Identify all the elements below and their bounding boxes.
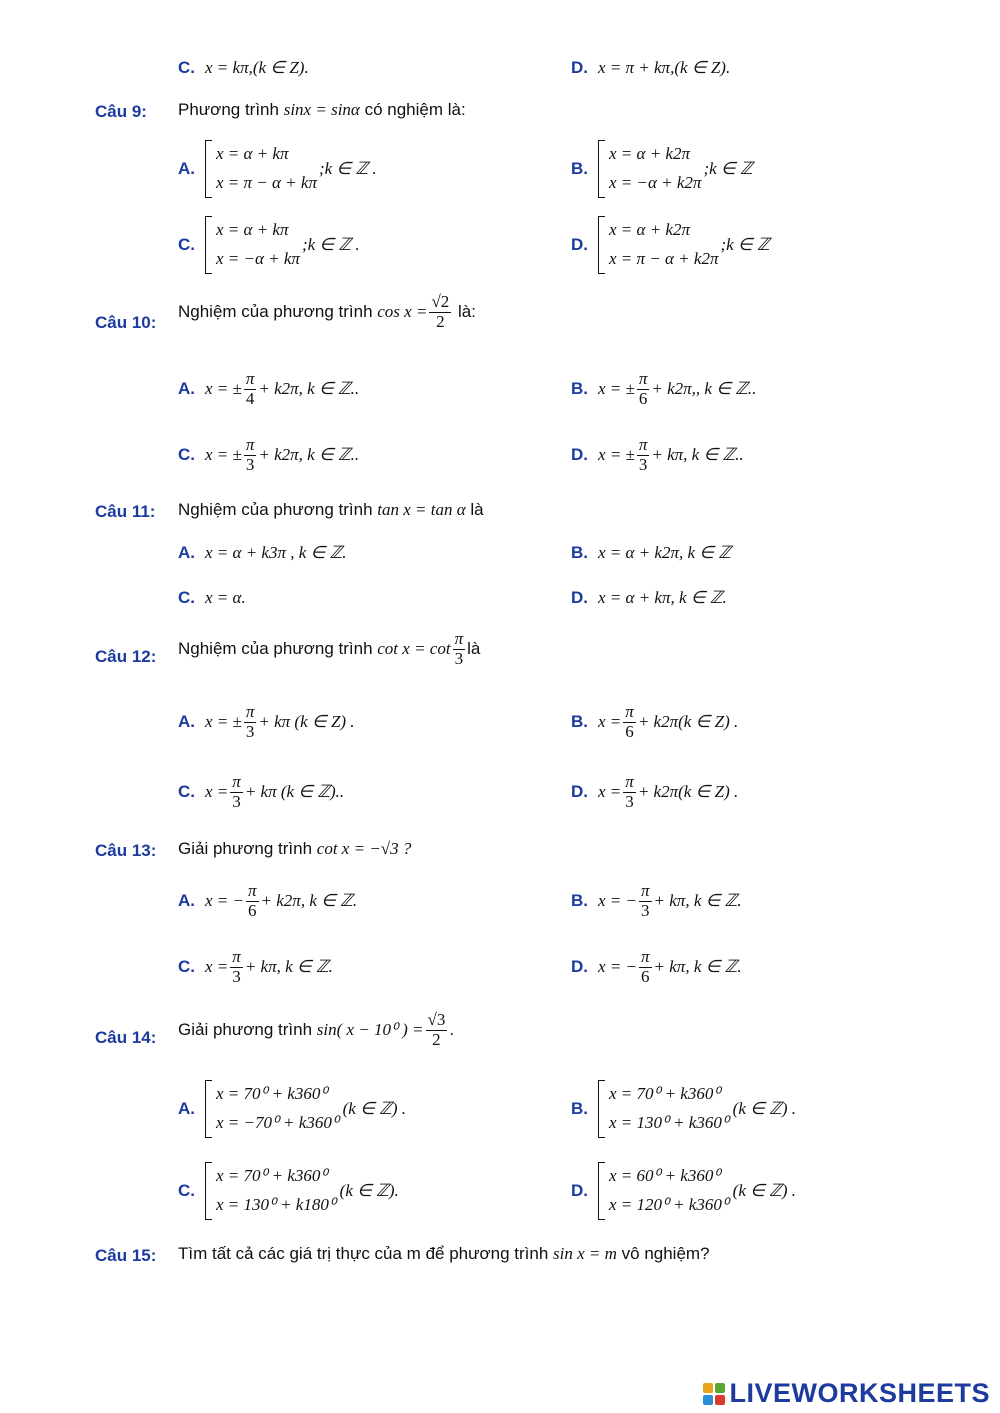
line-1: x = 70⁰ + k360⁰ <box>216 1084 328 1103</box>
bracket <box>205 140 212 198</box>
fraction <box>637 436 650 474</box>
numerator: π <box>454 629 464 648</box>
option-letter: B. <box>571 543 588 562</box>
fraction <box>637 370 650 408</box>
numerator: π <box>625 702 634 721</box>
stem-text: Tìm tất cả các giá trị thực của m để phương trình <box>178 1244 549 1263</box>
q9-option-d[interactable] <box>571 216 770 274</box>
numerator: π <box>232 772 241 791</box>
numerator: π <box>245 702 255 721</box>
option-letter: C. <box>178 1180 195 1200</box>
bracket <box>205 216 212 274</box>
stem-math: cot x = cot <box>377 639 451 659</box>
logo-text: LIVEWORKSHEETS <box>729 1378 990 1408</box>
bracket-system <box>598 216 718 274</box>
line-1: x = α + kπ <box>216 220 289 239</box>
denominator: 3 <box>641 900 650 920</box>
condition: (k ∈ ℤ) . <box>732 1098 797 1118</box>
option-pre: x = − <box>598 957 637 977</box>
bracket-system <box>598 1162 729 1220</box>
option-pre: x = ± <box>205 379 242 399</box>
option-post: + kπ, k ∈ ℤ.. <box>651 445 744 465</box>
stem-math: sin( x − 10⁰ ) = <box>316 1020 424 1040</box>
option-pre: x = <box>205 782 229 802</box>
option-post: + kπ, k ∈ ℤ. <box>244 957 333 977</box>
option-post: + k2π(k ∈ Z) . <box>637 712 739 732</box>
q14-option-b[interactable] <box>571 1080 796 1138</box>
q12-label: Câu 12: <box>95 647 157 666</box>
fraction <box>429 293 451 331</box>
q12-option-a[interactable] <box>178 703 355 741</box>
q8-option-d[interactable] <box>571 58 730 78</box>
line-2: x = −α + kπ <box>216 248 300 268</box>
denominator: 4 <box>245 388 255 408</box>
option-pre: x = <box>598 782 622 802</box>
q14-option-d[interactable] <box>571 1162 796 1220</box>
q13-option-a[interactable] <box>178 882 357 920</box>
option-letter: D. <box>571 782 588 802</box>
line-2: x = −70⁰ + k360⁰ <box>216 1112 339 1132</box>
q10-stem <box>178 293 476 331</box>
fraction <box>244 370 257 408</box>
q11-stem <box>178 500 484 520</box>
denominator: 6 <box>638 388 648 408</box>
option-letter: B. <box>571 712 588 732</box>
line-2: x = −α + k2π <box>609 172 702 192</box>
denominator: 3 <box>625 791 634 811</box>
denominator: 6 <box>248 900 257 920</box>
fraction <box>639 948 652 986</box>
numerator: π <box>245 435 255 454</box>
option-letter: D. <box>571 588 588 607</box>
fraction <box>230 948 243 986</box>
q11-option-b[interactable] <box>571 543 731 563</box>
bracket-system <box>598 140 701 198</box>
q10-option-a[interactable] <box>178 370 359 408</box>
option-pre: x = ± <box>205 445 242 465</box>
option-letter: C. <box>178 957 195 977</box>
bracket <box>598 1080 605 1138</box>
condition: ;k ∈ ℤ . <box>318 158 377 178</box>
q12-option-b[interactable] <box>571 703 738 741</box>
numerator: π <box>248 881 257 900</box>
denominator: 3 <box>454 648 464 668</box>
stem-text: Giải phương trình <box>178 839 313 858</box>
line-1: x = α + k2π <box>609 144 690 163</box>
q14-label: Câu 14: <box>95 1028 157 1047</box>
q9-option-a[interactable] <box>178 140 377 198</box>
fraction <box>453 630 466 668</box>
line-1: x = 70⁰ + k360⁰ <box>216 1166 328 1185</box>
fraction <box>623 773 636 811</box>
option-post: + kπ, k ∈ ℤ. <box>653 891 742 911</box>
fraction <box>246 882 259 920</box>
option-pre: x = − <box>598 891 637 911</box>
numerator: √3 <box>427 1010 446 1029</box>
option-post: + k2π(k ∈ Z) . <box>637 782 739 802</box>
line-2: x = π − α + kπ <box>216 172 317 192</box>
condition: ;k ∈ ℤ <box>720 234 770 254</box>
option-letter: C. <box>178 234 195 254</box>
q12-option-d[interactable] <box>571 773 738 811</box>
q13-option-b[interactable] <box>571 882 742 920</box>
q10-label: Câu 10: <box>95 313 157 332</box>
stem-tail: là <box>467 639 481 659</box>
q10-option-c[interactable] <box>178 436 359 474</box>
stem-math: cos x = <box>377 302 428 322</box>
fraction <box>623 703 636 741</box>
bracket <box>598 216 605 274</box>
option-letter: A. <box>178 379 195 399</box>
q12-stem <box>178 630 480 668</box>
numerator: π <box>638 435 648 454</box>
option-letter: D. <box>571 234 588 254</box>
denominator: 2 <box>436 311 445 331</box>
option-letter: D. <box>571 445 588 465</box>
bracket-system <box>205 1162 336 1220</box>
stem-text: Giải phương trình <box>178 1020 313 1040</box>
stem-text: Nghiệm của phương trình <box>178 500 373 519</box>
stem-tail: có nghiệm là: <box>364 100 466 119</box>
condition: (k ∈ ℤ). <box>339 1180 399 1200</box>
q11-label: Câu 11: <box>95 502 156 521</box>
q11-option-a[interactable] <box>178 543 347 563</box>
bracket <box>598 1162 605 1220</box>
line-2: x = 130⁰ + k360⁰ <box>609 1112 729 1132</box>
option-letter: C. <box>178 782 195 802</box>
q13-option-c[interactable] <box>178 948 333 986</box>
numerator: π <box>625 772 634 791</box>
denominator: 2 <box>432 1029 441 1049</box>
option-letter: C. <box>178 588 195 607</box>
option-text: x = α + k3π , k ∈ ℤ. <box>205 543 347 562</box>
numerator: π <box>641 947 650 966</box>
option-post: + kπ (k ∈ Z) . <box>258 712 355 732</box>
line-2: x = 120⁰ + k360⁰ <box>609 1194 729 1214</box>
option-pre: x = ± <box>598 379 635 399</box>
q15-label: Câu 15: <box>95 1246 157 1265</box>
condition: (k ∈ ℤ) . <box>342 1098 406 1118</box>
option-pre: x = ± <box>205 712 242 732</box>
denominator: 3 <box>245 454 255 474</box>
option-pre: x = <box>598 712 622 732</box>
bracket <box>205 1162 212 1220</box>
option-post: + k2π, k ∈ ℤ.. <box>258 379 360 399</box>
option-post: + k2π, k ∈ ℤ.. <box>258 445 360 465</box>
stem-math: tan x = tan α <box>377 500 466 519</box>
option-post: + k2π,, k ∈ ℤ.. <box>651 379 757 399</box>
option-letter: C. <box>178 58 195 77</box>
stem-tail: . <box>449 1020 455 1040</box>
condition: ;k ∈ ℤ . <box>301 234 360 254</box>
line-1: x = α + k2π <box>609 220 690 239</box>
fraction <box>244 436 257 474</box>
option-letter: C. <box>178 445 195 465</box>
option-letter: D. <box>571 957 588 977</box>
bracket-system <box>205 140 317 198</box>
stem-tail: là: <box>458 302 476 322</box>
numerator: π <box>641 881 650 900</box>
stem-tail: vô nghiệm? <box>621 1244 710 1263</box>
logo-icon <box>703 1383 725 1405</box>
fraction <box>244 703 257 741</box>
option-post: + kπ, k ∈ ℤ. <box>653 957 742 977</box>
option-letter: A. <box>178 158 195 178</box>
numerator: π <box>232 947 241 966</box>
q11-option-c[interactable] <box>178 588 246 608</box>
option-post: + kπ (k ∈ ℤ).. <box>244 782 345 802</box>
numerator: √2 <box>431 292 450 311</box>
numerator: π <box>638 369 648 388</box>
q12-option-c[interactable] <box>178 773 344 811</box>
option-letter: B. <box>571 158 588 178</box>
option-post: + k2π, k ∈ ℤ. <box>260 891 358 911</box>
option-letter: B. <box>571 1098 588 1118</box>
option-letter: D. <box>571 58 588 77</box>
q9-label: Câu 9: <box>95 102 147 121</box>
condition: (k ∈ ℤ) . <box>732 1180 797 1200</box>
bracket <box>205 1080 212 1138</box>
q10-option-b[interactable] <box>571 370 756 408</box>
q9-stem <box>178 100 466 120</box>
q9-option-c[interactable] <box>178 216 360 274</box>
denominator: 3 <box>232 966 241 986</box>
option-text: x = π + kπ,(k ∈ Z). <box>598 58 731 77</box>
line-2: x = π − α + k2π <box>609 248 719 268</box>
bracket <box>598 140 605 198</box>
line-2: x = 130⁰ + k180⁰ <box>216 1194 336 1214</box>
q14-stem <box>178 1011 454 1049</box>
option-pre: x = <box>205 957 229 977</box>
denominator: 3 <box>232 791 241 811</box>
denominator: 3 <box>245 721 255 741</box>
option-letter: A. <box>178 1098 195 1118</box>
stem-math: sinx = sinα <box>283 100 360 119</box>
fraction <box>426 1011 448 1049</box>
q9-option-b[interactable] <box>571 140 753 198</box>
denominator: 3 <box>638 454 648 474</box>
denominator: 6 <box>625 721 634 741</box>
option-text: x = α + kπ, k ∈ ℤ. <box>598 588 727 607</box>
stem-math: cot x = −√3 ? <box>316 839 412 858</box>
denominator: 6 <box>641 966 650 986</box>
stem-math: sin x = m <box>553 1244 617 1263</box>
option-pre: x = ± <box>598 445 635 465</box>
fraction <box>639 882 652 920</box>
option-letter: A. <box>178 543 195 562</box>
option-letter: B. <box>571 379 588 399</box>
q15-stem <box>178 1244 710 1264</box>
bracket-system <box>205 1080 339 1138</box>
stem-text: Phương trình <box>178 100 279 119</box>
fraction <box>230 773 243 811</box>
q14-option-c[interactable] <box>178 1162 399 1220</box>
numerator: π <box>245 369 255 388</box>
stem-tail: là <box>470 500 484 519</box>
option-text: x = kπ,(k ∈ Z). <box>205 58 309 77</box>
q14-option-a[interactable] <box>178 1080 406 1138</box>
bracket-system <box>598 1080 729 1138</box>
liveworksheets-logo <box>703 1378 990 1409</box>
q13-stem <box>178 839 411 859</box>
line-1: x = 70⁰ + k360⁰ <box>609 1084 721 1103</box>
q13-label: Câu 13: <box>95 841 157 860</box>
stem-text: Nghiệm của phương trình <box>178 639 373 659</box>
option-text: x = α + k2π, k ∈ ℤ <box>598 543 731 562</box>
q8-option-c[interactable] <box>178 58 309 78</box>
q10-option-d[interactable] <box>571 436 744 474</box>
option-letter: B. <box>571 891 588 911</box>
line-1: x = α + kπ <box>216 144 289 163</box>
line-1: x = 60⁰ + k360⁰ <box>609 1166 721 1185</box>
option-pre: x = − <box>205 891 244 911</box>
option-letter: A. <box>178 712 195 732</box>
condition: ;k ∈ ℤ <box>703 158 753 178</box>
bracket-system <box>205 216 300 274</box>
stem-text: Nghiệm của phương trình <box>178 302 373 322</box>
option-letter: D. <box>571 1180 588 1200</box>
option-text: x = α. <box>205 588 246 607</box>
option-letter: A. <box>178 891 195 911</box>
q13-option-d[interactable] <box>571 948 742 986</box>
q11-option-d[interactable] <box>571 588 727 608</box>
